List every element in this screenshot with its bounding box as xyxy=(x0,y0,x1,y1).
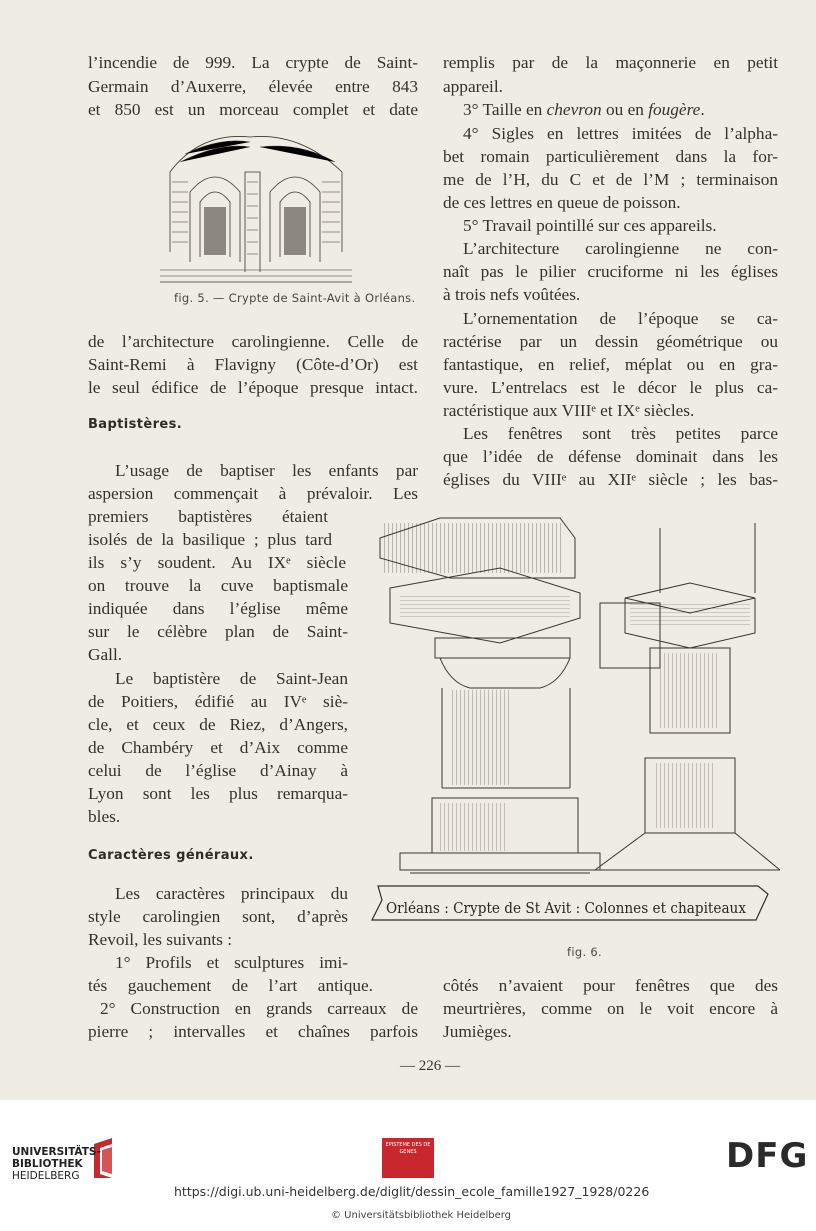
item3-post: . xyxy=(700,100,705,119)
right-line-item3 xyxy=(463,99,705,121)
left-line: on trouve la cuve baptismale xyxy=(88,576,348,595)
heidelberg-logo-mark-icon-part xyxy=(102,1147,112,1174)
left-line: aspersion commençait à prévaloir. Les xyxy=(88,484,418,503)
right-line: me de l’H, du C et de l’M ; terminaison xyxy=(443,170,778,189)
left-line: premiers baptistères étaient xyxy=(88,507,328,526)
left-line: pierre ; intervalles et chaînes parfois xyxy=(88,1022,418,1041)
heading-baptisteres: Baptistères. xyxy=(88,417,183,432)
left-line: Germain d’Auxerre, élevée entre 843 xyxy=(88,77,418,96)
left-line: 2° Construction en grands carreaux de xyxy=(100,999,418,1018)
dfg-logo[interactable]: DFG xyxy=(726,1136,809,1176)
left-line: Lyon sont les plus remarqua- xyxy=(88,784,348,803)
right-line: meurtrières, comme on le voit encore à xyxy=(443,999,778,1018)
right-line: Jumièges. xyxy=(443,1022,512,1041)
left-line: indiquée dans l’église même xyxy=(88,599,348,618)
item3-mid: ou en xyxy=(601,100,649,119)
library-name-line1: UNIVERSITÄTS- xyxy=(12,1146,101,1158)
right-line: à trois nefs voûtées. xyxy=(443,285,581,304)
left-line: tés gauchement de l’art antique. xyxy=(88,976,373,995)
left-line: et 850 est un morceau complet et date xyxy=(88,100,418,119)
item3-italic-fougere: fougère xyxy=(648,100,701,119)
library-name-line3: HEIDELBERG xyxy=(12,1170,80,1182)
left-line: 1° Profils et sculptures imi- xyxy=(115,953,348,972)
episteme-logo[interactable] xyxy=(382,1138,434,1178)
left-line: isolés de la basilique ; plus tard xyxy=(88,530,332,549)
left-line: ils s’y soudent. Au IXᵉ siècle xyxy=(88,553,346,572)
left-line: style carolingien sont, d’après xyxy=(88,907,348,926)
right-line: que l’idée de défense dominait dans les xyxy=(443,447,778,466)
item3-italic-chevron: chevron xyxy=(546,100,602,119)
right-line: fantastique, en relief, méplat ou en gra- xyxy=(443,355,778,374)
crypt-engraving-figure xyxy=(160,132,352,284)
left-line: celui de l’église d’Ainay à xyxy=(88,761,348,780)
page-number: — 226 — xyxy=(400,1058,460,1074)
right-line: appareil. xyxy=(443,77,503,96)
left-line: de l’architecture carolingienne. Celle de xyxy=(88,332,418,351)
left-line: Saint-Remi à Flavigny (Côte-d’Or) est xyxy=(88,355,418,374)
left-line: Revoil, les suivants : xyxy=(88,930,233,949)
library-name-line2: BIBLIOTHEK xyxy=(12,1158,83,1170)
left-line: de Chambéry et d’Aix comme xyxy=(88,738,348,757)
right-line: de ces lettres en queue de poisson. xyxy=(443,193,681,212)
left-line: Gall. xyxy=(88,645,123,664)
left-line: l’incendie de 999. La crypte de Saint- xyxy=(88,53,418,72)
left-line: cle, et ceux de Riez, d’Angers, xyxy=(88,715,348,734)
right-line: vure. L’entrelacs est le décor le plus ca- xyxy=(443,378,778,397)
left-line: le seul édifice de l’époque presque intact. xyxy=(88,378,418,397)
right-line: côtés n’avaient pour fenêtres que des xyxy=(443,976,778,995)
right-line: naît pas le pilier cruciforme ni les églises xyxy=(443,262,778,281)
left-line: bles. xyxy=(88,807,121,826)
right-line: ractéristique aux VIIIᵉ et IXᵉ siècles. xyxy=(443,401,695,420)
right-line: L’ornementation de l’époque se ca- xyxy=(463,309,778,328)
right-line: ractérise par un dessin géométrique ou xyxy=(443,332,778,351)
columns-capitals-engraving-figure xyxy=(360,508,780,940)
fig6-banner-text: Orléans : Crypte de St Avit : Colonnes et chapiteaux xyxy=(386,899,747,917)
episteme-logo-text: EPISTEME DES DE GENES xyxy=(385,1142,431,1155)
permalink-url[interactable]: https://digi.ub.uni-heidelberg.de/diglit/dessin_ecole_famille1927_1928/0226 xyxy=(174,1184,650,1199)
left-line: Le baptistère de Saint-Jean xyxy=(115,669,348,688)
right-line: 4° Sigles en lettres imitées de l’alpha- xyxy=(463,124,778,143)
item3-pre: 3° Taille en xyxy=(463,100,547,119)
left-line: de Poitiers, édifié au IVᵉ siè- xyxy=(88,692,348,711)
right-line: églises du VIIIᵉ au XIIᵉ siècle ; les bas- xyxy=(443,470,778,489)
copyright-notice: © Universitätsbibliothek Heidelberg xyxy=(331,1210,512,1221)
left-line: Les caractères principaux du xyxy=(115,884,348,903)
left-line: L’usage de baptiser les enfants par xyxy=(115,461,418,480)
fig5-caption: fig. 5. — Crypte de Saint-Avit à Orléans. xyxy=(174,291,416,305)
right-line: remplis par de la maçonnerie en petit xyxy=(443,53,778,72)
right-line: 5° Travail pointillé sur ces appareils. xyxy=(463,216,717,235)
fig6-caption: fig. 6. xyxy=(567,945,602,959)
left-line: sur le célèbre plan de Saint- xyxy=(88,622,348,641)
fig6-banner xyxy=(372,886,768,920)
right-line: L’architecture carolingienne ne con- xyxy=(463,239,778,258)
right-line: bet romain particulièrement dans la for- xyxy=(443,147,778,166)
digitization-footer xyxy=(0,1100,816,1231)
right-line: Les fenêtres sont très petites parce xyxy=(463,424,778,443)
heading-caracteres-generaux: Caractères généraux. xyxy=(88,848,254,863)
